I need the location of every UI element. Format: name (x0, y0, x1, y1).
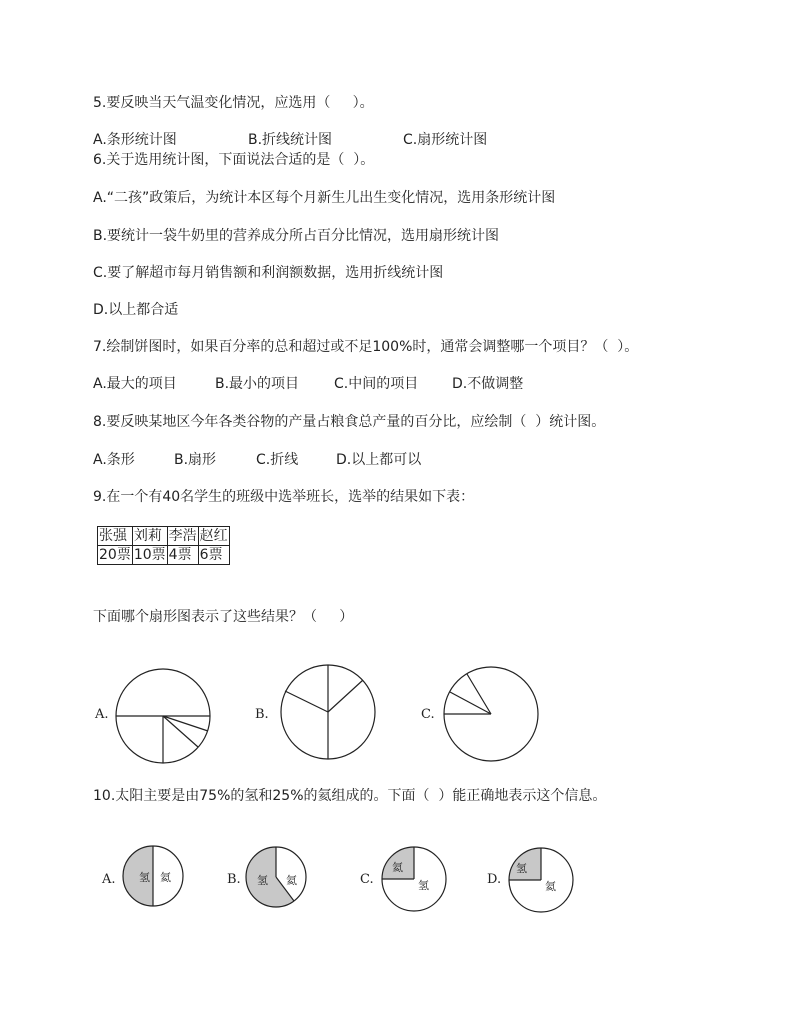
vote-count-cell: 20票 (99, 547, 131, 563)
q6-option-b: B.要统计一袋牛奶里的营养成分所占百分比情况，选用扇形统计图 (93, 228, 500, 244)
q10-pie-b-slice-b-text: 氦 (286, 874, 297, 887)
vote-name-cell: 李浩 (168, 528, 197, 544)
vote-table-header-row (98, 527, 230, 546)
q10-pie-a-slice-b-text: 氦 (160, 871, 171, 884)
q10-pie-d-label: D. (487, 872, 502, 887)
q7-stem: 7.绘制饼图时，如果百分率的总和超过或不足100%时，通常会调整哪一个项目？（ ）。 (93, 339, 639, 355)
vote-count-cell: 6票 (198, 546, 229, 565)
q8-option-b: B.扇形 (174, 452, 217, 468)
q7-option-a: A.最大的项目 (93, 376, 177, 392)
vote-count-cell: 10票 (133, 547, 166, 563)
q10-pie-b (245, 846, 307, 908)
q6-stem: 6.关于选用统计图，下面说法合适的是（ ）。 (93, 152, 375, 168)
q6-option-d: D.以上都合适 (93, 302, 179, 318)
q9-pie-b (280, 664, 376, 760)
vote-name-cell: 张强 (98, 527, 133, 546)
vote-table-value-row (98, 546, 230, 565)
q9-pie-a (115, 668, 211, 764)
q5-option-c: C.扇形统计图 (403, 132, 488, 148)
q10-pie-b-slice-a-text: 氢 (257, 874, 268, 887)
q10-pie-c-label: C. (360, 872, 374, 887)
q7-option-c: C.中间的项目 (334, 376, 419, 392)
q10-pie-c-slice-a-text: 氢 (418, 879, 429, 892)
q10-pie-c-slice-b-text: 氦 (392, 861, 403, 874)
q10-pie-d (508, 847, 574, 913)
vote-name-cell: 刘莉 (132, 527, 167, 546)
q9-stem: 9.在一个有40名学生的班级中选举班长，选举的结果如下表： (93, 489, 475, 505)
q10-pie-a-label: A. (102, 872, 116, 887)
q10-pie-b-label: B. (227, 872, 241, 887)
q10-pie-a (122, 845, 184, 907)
q5-option-a: A.条形统计图 (93, 132, 177, 148)
q9-question: 下面哪个扇形图表示了这些结果？（ ） (93, 609, 354, 625)
q9-pie-b-label: B. (255, 707, 269, 722)
q5-option-b: B.折线统计图 (248, 132, 333, 148)
q10-pie-a-slice-a-text: 氢 (139, 871, 150, 884)
q6-option-c: C.要了解超市每月销售额和利润额数据，选用折线统计图 (93, 265, 444, 281)
q8-stem: 8.要反映某地区今年各类谷物的产量占粮食总产量的百分比，应绘制（ ）统计图。 (93, 414, 606, 430)
q10-stem: 10.太阳主要是由75%的氢和25%的氦组成的。下面（ ）能正确地表示这个信息。 (93, 788, 607, 804)
q8-option-c: C.折线 (256, 452, 299, 468)
q9-pie-c-label: C. (421, 707, 435, 722)
q7-option-b: B.最小的项目 (215, 376, 300, 392)
q9-pie-c (443, 666, 539, 762)
q9-pie-a-label: A. (95, 707, 109, 722)
vote-table (97, 526, 230, 565)
q8-option-d: D.以上都可以 (336, 452, 422, 468)
q8-option-a: A.条形 (93, 452, 135, 468)
q6-option-a: A.“二孩”政策后，为统计本区每个月新生儿出生变化情况，选用条形统计图 (93, 190, 556, 206)
q7-option-d: D.不做调整 (452, 376, 524, 392)
vote-count-cell: 4票 (167, 546, 198, 565)
vote-name-cell: 赵红 (199, 528, 228, 544)
q10-pie-d-slice-a-text: 氢 (516, 862, 527, 875)
q10-pie-c (381, 846, 447, 912)
q10-pie-d-slice-b-text: 氦 (545, 880, 556, 893)
q5-stem: 5.要反映当天气温变化情况，应选用（ ）。 (93, 95, 374, 111)
